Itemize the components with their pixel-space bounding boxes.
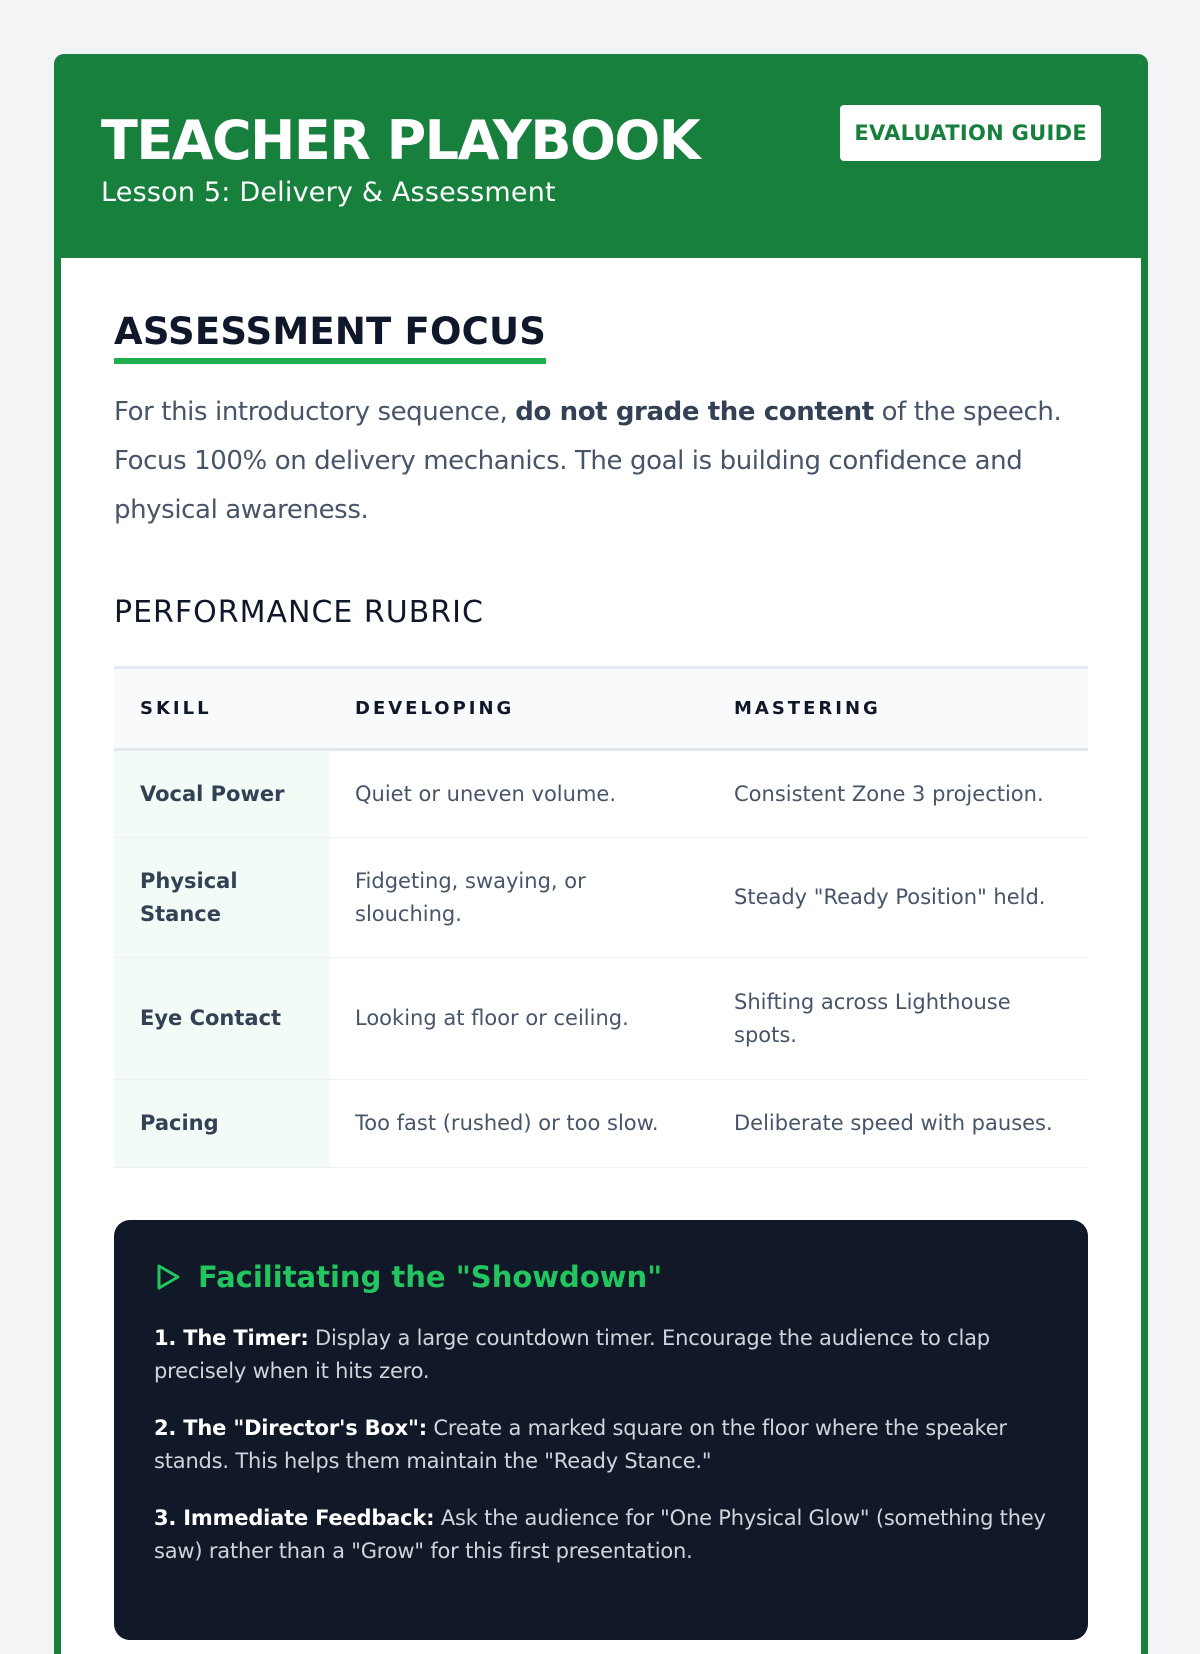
- intro-text-2: of the speech. Focus 100% on delivery mechanics. The goal is building confidence and physical awareness.: [114, 397, 1062, 525]
- playbook-card: [54, 54, 1148, 1654]
- page-title: TEACHER PLAYBOOK: [101, 109, 700, 172]
- table-row: [114, 750, 1088, 838]
- tip-item: [154, 1412, 1048, 1478]
- assessment-intro: [114, 388, 1088, 535]
- developing-cell: Fidgeting, swaying, or slouching.: [329, 838, 708, 958]
- skill-cell: Eye Contact: [114, 958, 329, 1080]
- rubric-table: [114, 666, 1088, 1168]
- facilitating-title-text: Facilitating the "Showdown": [198, 1260, 663, 1294]
- header-mastering: MASTERING: [734, 698, 881, 719]
- tip-label: 1. The Timer:: [154, 1326, 309, 1350]
- lesson-subtitle: Lesson 5: Delivery & Assessment: [101, 177, 556, 208]
- skill-cell: Pacing: [114, 1080, 329, 1168]
- tip-text: Create a marked square on the floor where the speaker stands. This helps them maintain the "Ready Stance.": [154, 1416, 1007, 1473]
- skill-cell: Vocal Power: [114, 750, 329, 838]
- table-row: [114, 958, 1088, 1080]
- facilitating-title: [154, 1260, 1048, 1294]
- table-row: [114, 838, 1088, 958]
- evaluation-guide-badge: EVALUATION GUIDE: [840, 105, 1101, 161]
- header-developing: DEVELOPING: [355, 698, 515, 719]
- developing-cell: Looking at floor or ceiling.: [329, 958, 708, 1080]
- tip-text: Ask the audience for "One Physical Glow" (something they saw) rather than a "Grow" for this first presentation.: [154, 1506, 1046, 1563]
- developing-cell: Too fast (rushed) or too slow.: [329, 1080, 708, 1168]
- content: [61, 258, 1141, 1640]
- play-icon: [154, 1263, 182, 1291]
- header: [61, 61, 1141, 258]
- tip-text: Display a large countdown timer. Encourage the audience to clap precisely when it hits zero.: [154, 1326, 990, 1383]
- header-skill: SKILL: [140, 698, 212, 719]
- mastering-cell: Steady "Ready Position" held.: [708, 838, 1088, 958]
- intro-emphasis: do not grade the content: [515, 397, 874, 427]
- facilitating-panel: [114, 1220, 1088, 1640]
- mastering-cell: Consistent Zone 3 projection.: [708, 750, 1088, 838]
- tip-label: 3. Immediate Feedback:: [154, 1506, 435, 1530]
- mastering-cell: Deliberate speed with pauses.: [708, 1080, 1088, 1168]
- table-row: [114, 1080, 1088, 1168]
- tip-label: 2. The "Director's Box":: [154, 1416, 427, 1440]
- developing-cell: Quiet or uneven volume.: [329, 750, 708, 838]
- mastering-cell: Shifting across Lighthouse spots.: [708, 958, 1088, 1080]
- tip-item: [154, 1322, 1048, 1388]
- rubric-title: PERFORMANCE RUBRIC: [114, 595, 484, 630]
- intro-text-1: For this introductory sequence,: [114, 397, 516, 427]
- tip-item: [154, 1502, 1048, 1568]
- rubric-header-row: [114, 668, 1088, 750]
- assessment-focus-title: ASSESSMENT FOCUS: [114, 310, 546, 364]
- skill-cell: Physical Stance: [114, 838, 329, 958]
